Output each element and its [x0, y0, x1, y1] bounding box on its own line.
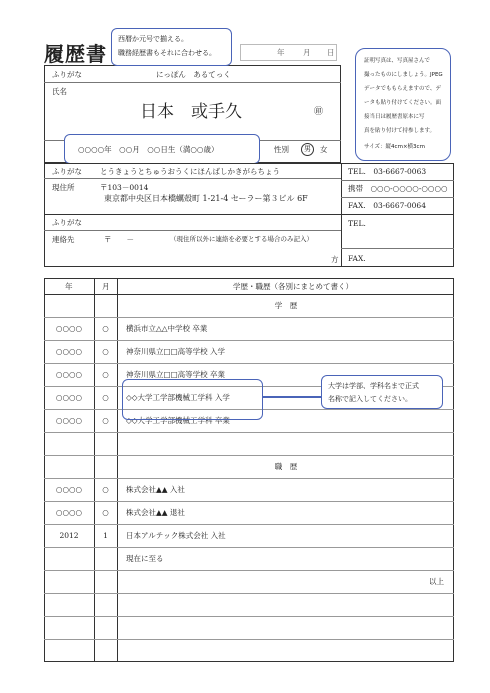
history-content: 日本アルテック株式会社 入社 — [126, 531, 226, 540]
contact-tel: TEL. — [348, 219, 366, 228]
name-label: 氏名 — [52, 87, 67, 96]
contact-label: 連絡先 — [52, 235, 75, 244]
date-year-label: 年 — [277, 48, 285, 57]
photo-note-line-5: 接当日は履歴書原本に写 — [364, 114, 425, 120]
history-row — [44, 547, 454, 570]
photo-note-line-1: 証明写真は、写真屋さんで — [364, 58, 431, 64]
gender-male — [301, 143, 314, 156]
history-row — [44, 639, 454, 662]
history-year: ○○○○ — [55, 485, 83, 494]
history-row — [44, 593, 454, 616]
date-month-label: 月 — [303, 48, 311, 57]
photo-note-line-6: 真を貼り付けて持参します。 — [364, 128, 436, 134]
photo-callout — [355, 48, 451, 161]
name-value: 日本 或手久 — [140, 102, 242, 122]
history-row — [44, 340, 454, 363]
history-year: ○○○○ — [55, 324, 83, 333]
history-year: ○○○○ — [55, 347, 83, 356]
school-pointer — [263, 396, 323, 398]
gender-male-text: 男 — [304, 145, 311, 153]
history-year: ○○○○ — [55, 416, 83, 425]
seal-mark: ㊞ — [314, 107, 324, 117]
history-content: 神奈川県立□□高等学校 卒業 — [126, 370, 226, 379]
address-value: 東京都中央区日本橋蠣殻町 1-21-4 セーラー第３ビル 6F — [104, 194, 308, 203]
history-month: ○ — [102, 416, 109, 425]
date-day-label: 日 — [327, 48, 335, 57]
history-year: ○○○○ — [55, 370, 83, 379]
history-row — [44, 524, 454, 547]
furigana-label: ふりがな — [52, 70, 82, 79]
era-callout-line-2: 職務経歴書もそれに合わせる。 — [118, 49, 216, 57]
school-note-line-1: 大学は学部、学科名まで正式 — [328, 382, 419, 390]
birth-callout — [64, 134, 260, 164]
school-note-line-2: 名称で記入してください。 — [328, 395, 412, 403]
history-content: ◇◇大学工学部機械工学科 卒業 — [126, 416, 230, 425]
history-month: 1 — [103, 531, 108, 540]
history-content: 株式会社▲▲ 入社 — [126, 485, 185, 494]
history-month: ○ — [102, 485, 109, 494]
history-content: 現在に至る — [126, 554, 164, 563]
address-postal: 〒103－0014 — [100, 183, 149, 192]
contact-note: （現住所以外に連絡を必要とする場合のみ記入） — [170, 235, 313, 243]
history-header-year: 年 — [65, 282, 73, 291]
history-year: ○○○○ — [55, 508, 83, 517]
history-month: ○ — [102, 508, 109, 517]
photo-note-line-7: サイズ：縦4cm×横3cm — [364, 144, 425, 150]
era-callout-line-1: 西暦か元号で揃える。 — [118, 35, 188, 43]
address-tel: TEL. 03-6667-0063 — [348, 167, 427, 176]
history-row — [44, 478, 454, 501]
history-content: 学 歴 — [274, 301, 298, 310]
history-content: 株式会社▲▲ 退社 — [126, 508, 185, 517]
document-title: 履歴書 — [44, 42, 107, 66]
history-month: ○ — [102, 393, 109, 402]
photo-note-line-2: 撮ったものにしましょう。JPEG — [364, 72, 443, 78]
history-content: 以上 — [429, 577, 444, 586]
history-month: ○ — [102, 370, 109, 379]
era-callout — [111, 28, 232, 66]
school-callout — [321, 375, 443, 409]
contact-furigana-label: ふりがな — [52, 218, 82, 227]
contact-kata: 方 — [331, 255, 339, 264]
history-header-content: 学歴・職歴（各別にまとめて書く） — [233, 282, 353, 291]
history-month: ○ — [102, 324, 109, 333]
history-row — [44, 294, 454, 317]
school-highlight — [122, 379, 263, 420]
history-row — [44, 432, 454, 455]
address-mobile: 携帯 ○○○-○○○○-○○○○ — [348, 184, 448, 193]
photo-note-line-4: ータも貼り付けてください。面 — [364, 100, 442, 106]
contact-fax: FAX. — [348, 254, 366, 263]
history-content: 職 歴 — [274, 462, 298, 471]
history-row — [44, 317, 454, 340]
gender-label: 性別 — [274, 145, 289, 154]
date-box — [240, 44, 337, 61]
history-header-month: 月 — [102, 282, 110, 291]
history-content: 横浜市立△△中学校 卒業 — [126, 324, 208, 333]
birth-value: ○○○○年 ○○月 ○○日生（満○○歳） — [78, 145, 219, 154]
history-year: 2012 — [59, 531, 79, 540]
address-fax: FAX. 03-6667-0064 — [348, 201, 426, 210]
gender-female: 女 — [320, 145, 328, 154]
history-content: ◇◇大学工学部機械工学科 入学 — [126, 393, 230, 402]
history-month: ○ — [102, 347, 109, 356]
address-label: 現住所 — [52, 183, 75, 192]
photo-note-line-3: データでももらえますので、デ — [364, 86, 441, 92]
history-row — [44, 570, 454, 593]
address-furigana-value: とうきょうとちゅうおうくにほんばしかきがらちょう — [100, 167, 280, 176]
history-row — [44, 616, 454, 639]
history-row — [44, 455, 454, 478]
history-year: ○○○○ — [55, 393, 83, 402]
history-content: 神奈川県立□□高等学校 入学 — [126, 347, 226, 356]
history-row — [44, 501, 454, 524]
furigana-value: にっぽん あるてっく — [156, 70, 231, 79]
address-furigana-label: ふりがな — [52, 167, 82, 176]
contact-postal: 〒 － — [104, 235, 134, 244]
